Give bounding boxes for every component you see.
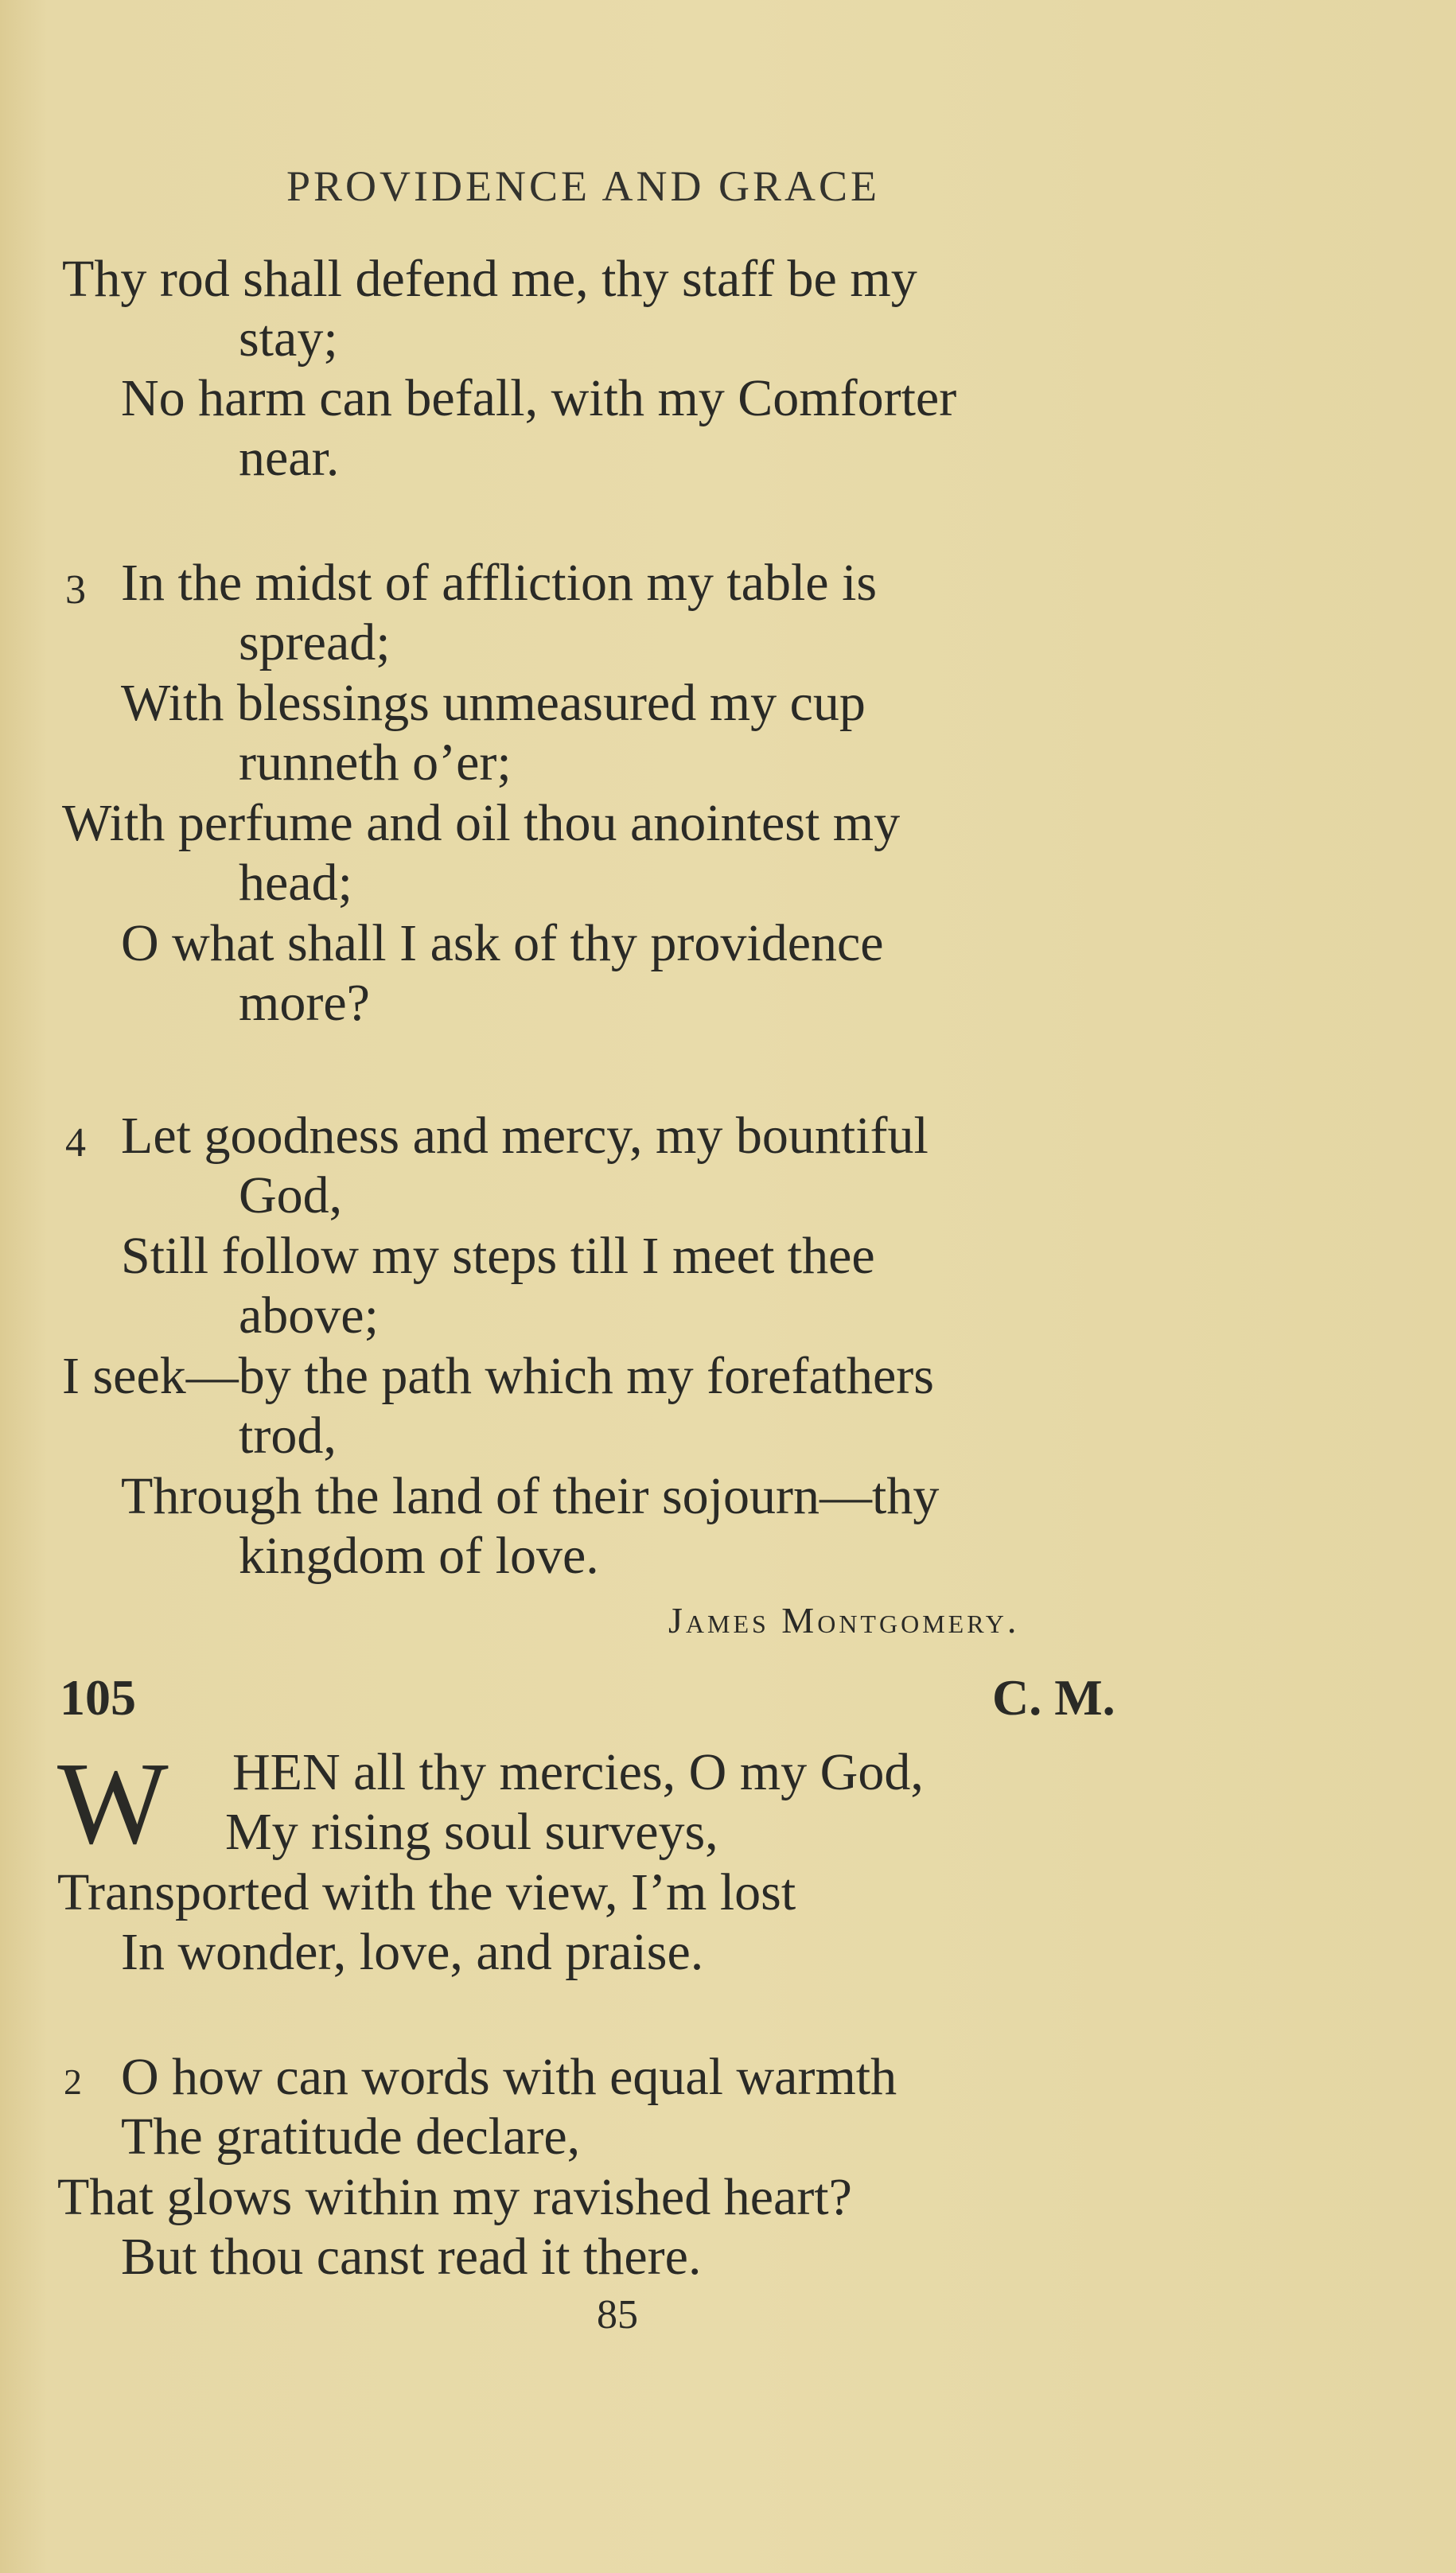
verse-line: near. — [239, 429, 340, 487]
stanza-number: 4 — [65, 1120, 86, 1166]
verse-line: runneth o’er; — [239, 734, 512, 792]
page-number: 85 — [597, 2292, 638, 2337]
verse-line: I seek—by the path which my forefathers — [62, 1347, 934, 1405]
verse-line: In the midst of affliction my table is — [121, 554, 878, 612]
verse-line: O how can words with equal warmth — [121, 2048, 897, 2106]
verse-line: Thy rod shall defend me, thy staff be my — [62, 250, 917, 308]
verse-line: more? — [239, 974, 370, 1032]
hymn-meter: C. M. — [992, 1669, 1115, 1726]
verse-line: The gratitude declare, — [121, 2108, 581, 2166]
stanza-number: 2 — [64, 2061, 82, 2102]
verse-line: My rising soul surveys, — [225, 1803, 718, 1861]
verse-line: trod, — [239, 1407, 337, 1465]
verse-line: No harm can befall, with my Comforter — [121, 369, 957, 427]
verse-line: O what shall I ask of thy providence — [121, 914, 884, 972]
verse-line: above; — [239, 1286, 379, 1345]
verse-line: Still follow my steps till I meet thee — [121, 1227, 875, 1285]
verse-line: With perfume and oil thou anointest my — [62, 794, 901, 852]
stanza-number: 3 — [65, 567, 86, 613]
author-attribution: James Montgomery. — [668, 1600, 1020, 1641]
verse-line: Through the land of their sojourn—thy — [121, 1467, 940, 1525]
verse-line: spread; — [239, 613, 391, 671]
running-header: PROVIDENCE AND GRACE — [286, 162, 881, 210]
verse-line: That glows within my ravished heart? — [57, 2168, 852, 2226]
verse-line: stay; — [239, 309, 338, 368]
verse-line: Let goodness and mercy, my bountiful — [121, 1107, 928, 1165]
drop-cap: W — [57, 1738, 169, 1869]
verse-line: With blessings unmeasured my cup — [121, 674, 866, 732]
verse-line: HEN all thy mercies, O my God, — [232, 1743, 924, 1801]
verse-line: kingdom of love. — [239, 1527, 599, 1585]
verse-line: God, — [239, 1166, 343, 1224]
verse-line: But thou canst read it there. — [121, 2228, 702, 2286]
hymn-number: 105 — [60, 1669, 136, 1726]
verse-line: In wonder, love, and praise. — [121, 1923, 704, 1981]
verse-line: Transported with the view, I’m lost — [57, 1863, 796, 1921]
verse-line: head; — [239, 854, 352, 912]
